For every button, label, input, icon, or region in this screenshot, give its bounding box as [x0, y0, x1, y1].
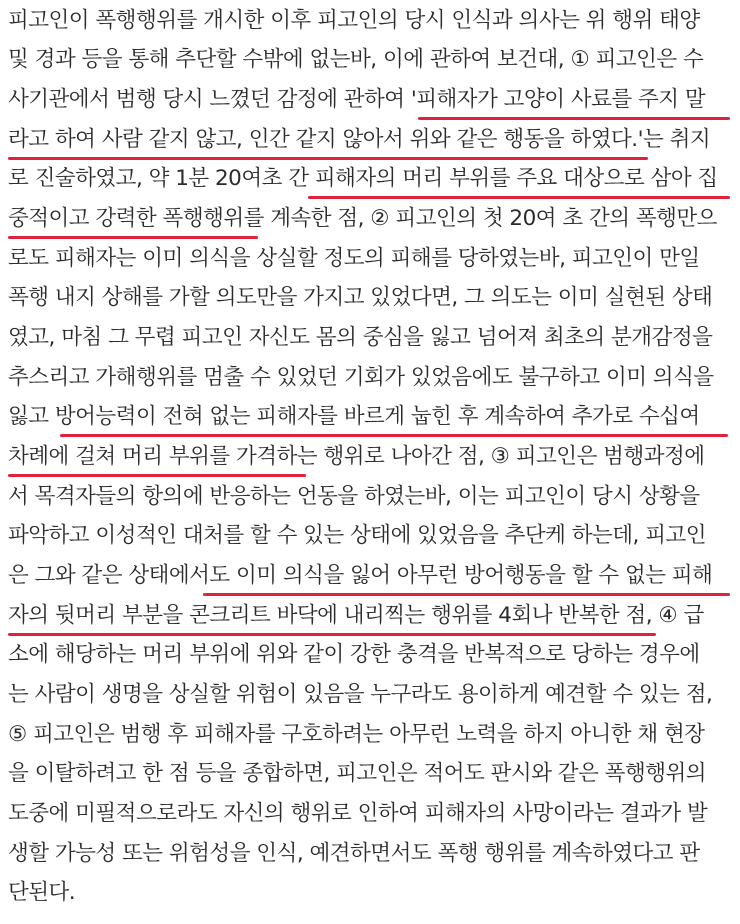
text-line: 차례에 걸쳐 머리 부위를 가격하는 행위로 나아간 점, ③ 피고인은 범행과정에 [8, 444, 705, 469]
text-line: 서 목격자들의 항의에 반응하는 언동을 하였는바, 이는 피고인이 당시 상황을 [8, 484, 700, 509]
text-line: 파악하고 이성적인 대처를 할 수 있는 상태에 있었음을 추단케 하는데, 피고인 [8, 523, 707, 548]
text-line: 사기관에서 범행 당시 느꼈던 감정에 관하여 '피해자가 고양이 사료를 주지 말 [8, 87, 706, 112]
text-line: 잃고 방어능력이 전혀 없는 피해자를 바르게 눕힌 후 계속하여 추가로 수십여 [8, 404, 700, 429]
text-line: 은 그와 같은 상태에서도 이미 의식을 잃어 아무런 방어행동을 할 수 없는 피해 [8, 563, 713, 588]
highlight-underline [8, 157, 648, 160]
text-line: 자의 뒷머리 부분을 콘크리트 바닥에 내리찍는 행위를 4회나 반복한 점, ④ 급 [8, 603, 704, 628]
highlight-underline [308, 196, 730, 199]
text-line: 단된다. [8, 880, 76, 905]
text-line: 소에 해당하는 머리 부위에 위와 같이 강한 충격을 반복적으로 당하는 경우에 [8, 642, 700, 667]
text-line: 을 이탈하려고 한 점 등을 종합하면, 피고인은 적어도 판시와 같은 폭행행위의 [8, 761, 707, 786]
highlight-underline [60, 434, 728, 437]
text-line: 및 경과 등을 통해 추단할 수밖에 없는바, 이에 관하여 보건대, ① 피고인은 수 [8, 47, 704, 72]
text-line: 중적이고 강력한 폭행행위를 계속한 점, ② 피고인의 첫 20여 초 간의 폭행만으 [8, 206, 717, 231]
document-text [8, 0, 734, 924]
highlight-underline [8, 236, 258, 239]
highlight-underline [203, 593, 730, 596]
text-line: 였고, 마침 그 무렵 피고인 자신도 몸의 중심을 잃고 넘어져 최초의 분개감정을 [8, 325, 713, 350]
highlight-underline [8, 474, 306, 477]
text-line: 피고인이 폭행행위를 개시한 이후 피고인의 당시 인식과 의사는 위 행위 태양 [8, 8, 700, 33]
text-line: 도중에 미필적으로라도 자신의 행위로 인하여 피해자의 사망이라는 결과가 발 [8, 801, 708, 826]
highlight-underline [8, 633, 656, 636]
text-line: ⑤ 피고인은 범행 후 피해자를 구호하려는 아무런 노력을 하지 아니한 채 현장 [8, 722, 705, 747]
text-line: 추스리고 가해행위를 멈출 수 있었던 기회가 있었음에도 불구하고 이미 의식을 [8, 365, 714, 390]
text-line: 로 진술하였고, 약 1분 20여초 간 피해자의 머리 부위를 주요 대상으로 삼아 집 [8, 166, 718, 191]
text-line: 로도 피해자는 이미 의식을 상실할 정도의 피해를 당하였는바, 피고인이 만일 [8, 246, 700, 271]
text-line: 폭행 내지 상해를 가할 의도만을 가지고 있었다면, 그 의도는 이미 실현된 상태 [8, 285, 713, 310]
text-line: 는 사람이 생명을 상실할 위험이 있음을 누구라도 용이하게 예견할 수 있는 점, [8, 682, 713, 707]
highlight-underline [418, 117, 730, 120]
text-line: 생할 가능성 또는 위험성을 인식, 예견하면서도 폭행 행위를 계속하였다고 판 [8, 841, 700, 866]
text-line: 라고 하여 사람 같지 않고, 인간 같지 않아서 위와 같은 행동을 하였다.'는 취지 [8, 127, 711, 152]
